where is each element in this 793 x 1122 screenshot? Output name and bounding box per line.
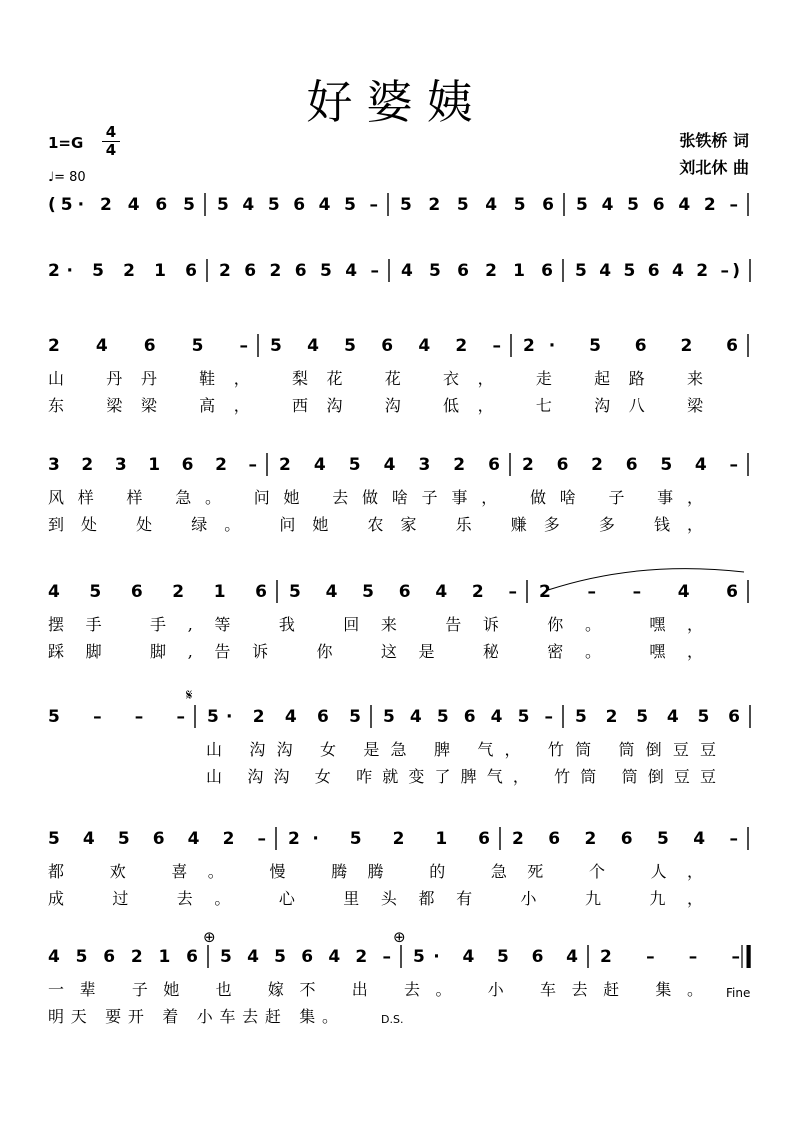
measure-notes: 2· 5 2 1 6 [288,829,490,849]
measure-notes: 2 – – 4 6 [539,582,738,602]
lyrics-verse-1: 山 丹丹 鞋， 梨花 花 衣， 走 起路 来 [48,369,703,388]
measure-notes: 5 4 5 6 4 2 – [576,195,738,215]
measure-notes: 5· 2 4 6 5 [207,707,361,727]
measure-notes: 5 2 5 4 5 6 [575,707,740,727]
lyrics-verse-1: 一辈 子她 也 嫁不 出 去。 小 车去赶 集。 [48,980,703,999]
lyrics-verse-2: 踩脚 脚,告诉 你 这是 秘 密。 嘿， [48,642,703,661]
measure-notes: 2 4 6 5 – [48,336,248,356]
lyricist-credit: 张铁桥 词 [679,131,749,150]
time-signature-numerator: 4 [105,123,117,141]
measure-notes: 2· 5 6 2 6 [523,336,738,356]
coda-symbol: ⊕ [203,928,216,946]
lyrics-verse-2: 山 沟沟 女 咋就变了脾气， 竹筒 筒倒豆豆 [206,767,716,786]
key-signature: 1=G [48,134,84,152]
lyrics-verse-2: 明天 要开 着 小车去赶 集。 [48,1007,338,1026]
time-signature [102,124,120,159]
composer-credit: 刘北休 曲 [679,158,749,177]
measure-notes: 5 4 5 6 4 2 – [289,582,517,602]
lyrics-verse-2: 到处 处 绿。 问她 农家 乐 赚多 多 钱， [48,515,703,534]
tie-arc [548,569,744,590]
measure-notes: 4 5 6 2 1 6 [48,947,198,967]
measure-notes: 5 4 5 6 4 2 – [270,336,501,356]
measure-notes: 2 4 5 4 3 2 6 [279,455,500,475]
measure-notes: 2 6 2 6 5 4 – [522,455,738,475]
measure-notes: 5 4 5 6 4 2 –) [575,261,740,281]
measure-notes: 2 – – – [600,947,740,967]
measure-notes: 5 2 5 4 5 6 [400,195,554,215]
lyrics-verse-2: 东 梁梁 高， 西沟 沟 低， 七 沟八 梁 [48,396,703,415]
lyrics-verse-2: 成 过 去。 心 里头都有 小 九 九， [48,889,703,908]
measure-notes: 5 4 5 6 4 2 – [48,829,266,849]
measure-notes: 3 2 3 1 6 2 – [48,455,257,475]
measure-notes: 5· 4 5 6 4 [413,947,578,967]
lyrics-verse-1: 都 欢 喜。 慢 腾腾 的 急死 个 人， [48,862,703,881]
tempo-marking: ♩= 80 [48,170,86,185]
lyrics-verse-1: 风样 样 急。 问她 去做啥子事， 做啥 子 事， [48,488,703,507]
measure-notes: 5 4 5 6 4 5 – [383,707,553,727]
measure-notes: 5 4 5 6 4 2 – [220,947,391,967]
measure-notes: 5 – – – [48,707,185,727]
measure-notes: 4 5 6 2 1 6 [48,582,267,602]
measure-notes: 5 4 5 6 4 5 – [217,195,378,215]
ds-marking: D.S. [381,1013,404,1026]
coda-symbol-2: ⊕ [393,928,406,946]
lyrics-verse-1: 摆手 手,等 我 回来 告诉 你。 嘿， [48,615,703,634]
measure-notes: (5· 2 4 6 5 [48,195,195,215]
measure-notes: 4 5 6 2 1 6 [401,261,553,281]
measure-notes: 2 6 2 6 5 4 – [512,829,738,849]
lyrics-verse-1: 山 沟沟 女 是急 脾 气， 竹筒 筒倒豆豆 [206,740,717,759]
segno-symbol: 𝄋 [186,686,193,704]
fine-marking: Fine [726,986,751,1000]
measure-notes: 2 6 2 6 5 4 – [219,261,379,281]
song-title: 好婆姨 [306,75,487,129]
time-signature-denominator: 4 [102,141,120,159]
measure-notes: 2· 5 2 1 6 [48,261,197,281]
